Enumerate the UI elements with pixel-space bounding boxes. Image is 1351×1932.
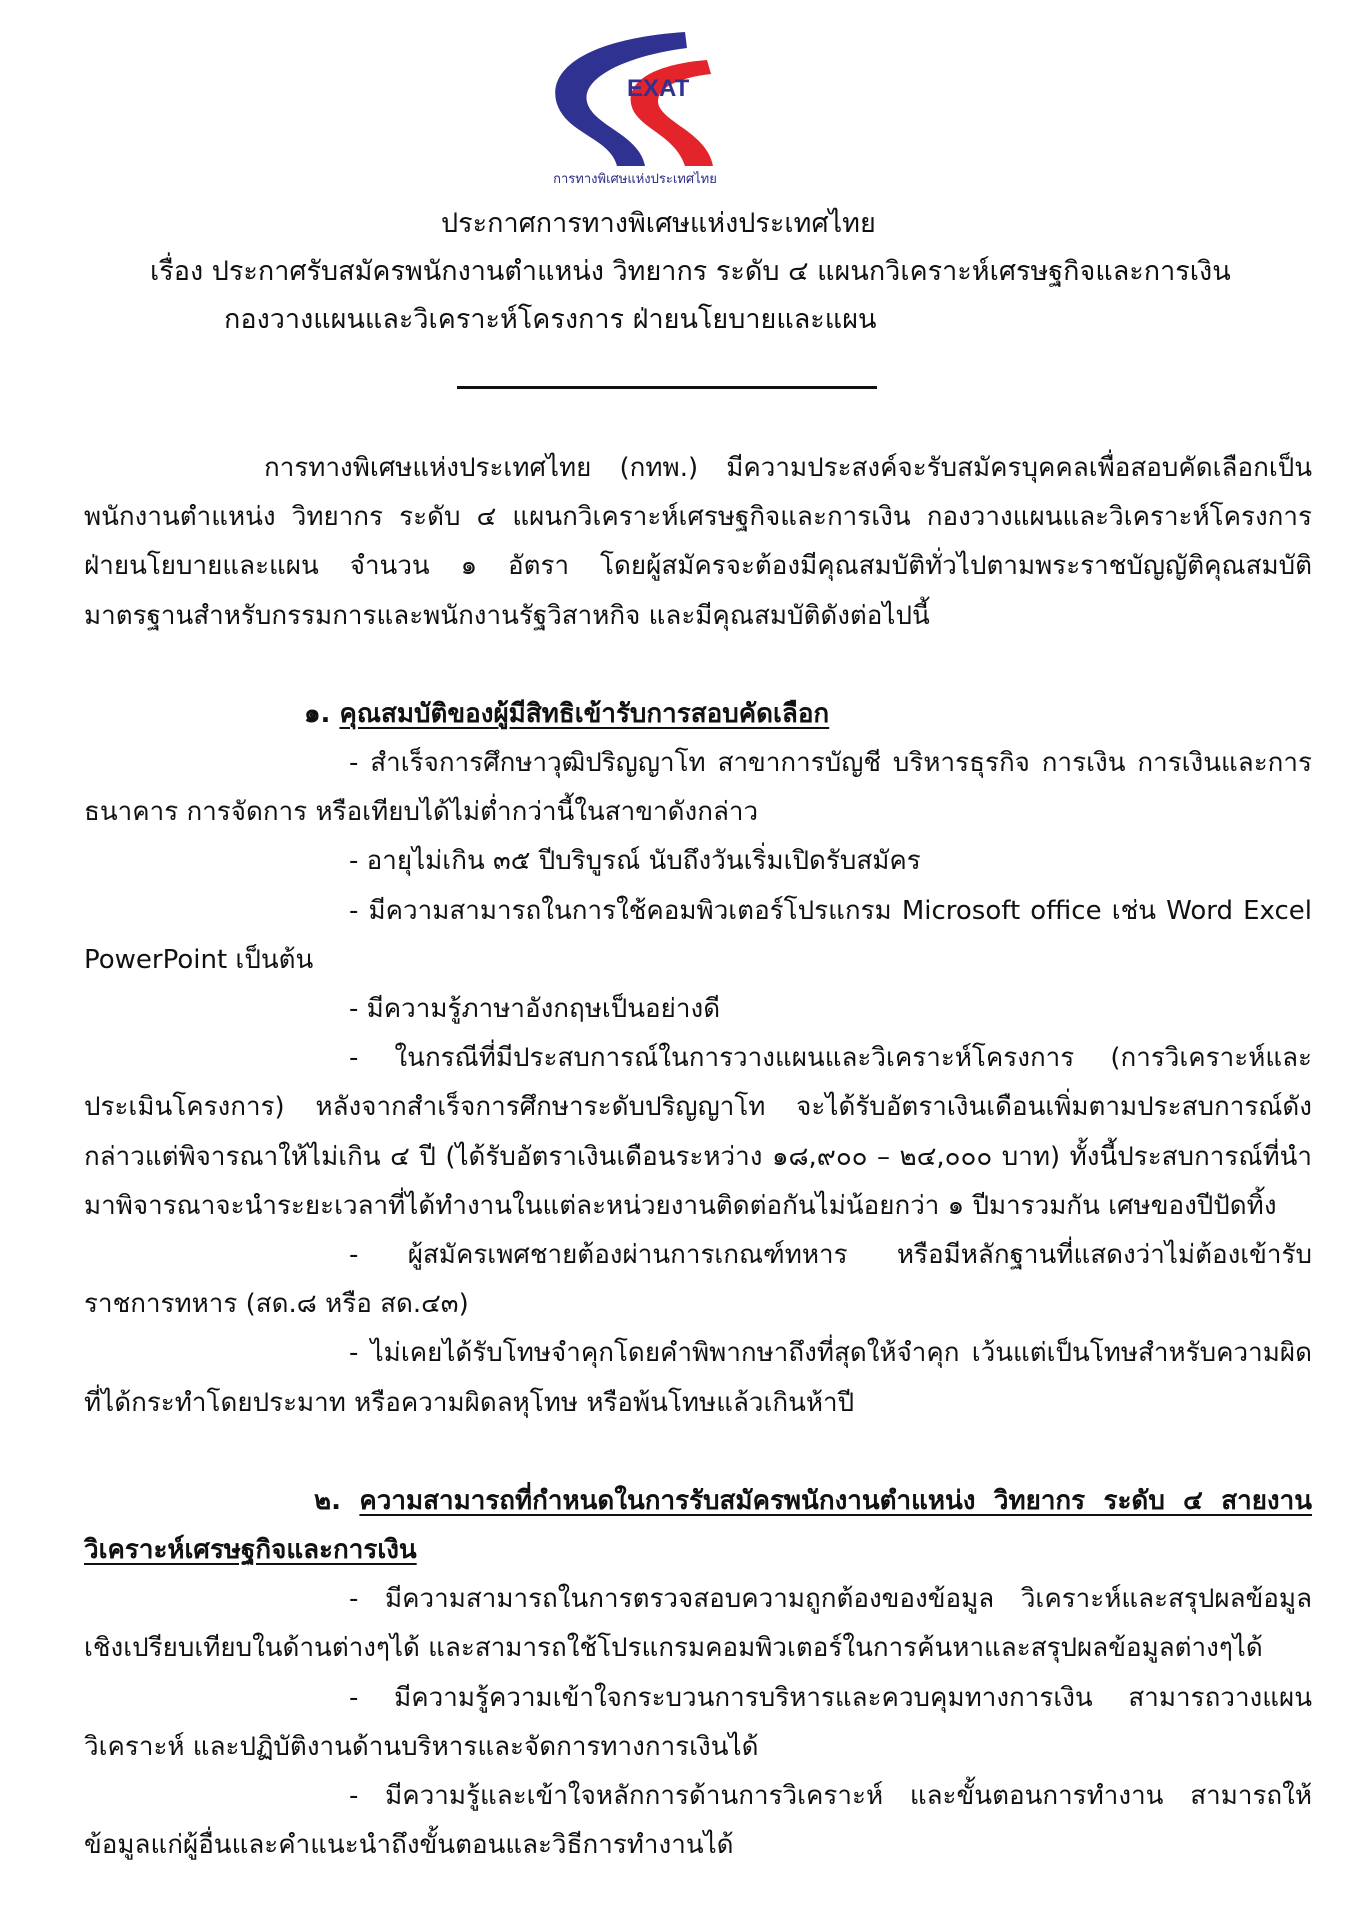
- section-1-item: - มีความรู้ภาษาอังกฤษเป็นอย่างดี: [349, 994, 721, 1025]
- section-2-number: ๒.: [314, 1485, 342, 1516]
- intro-paragraph: การทางพิเศษแห่งประเทศไทย (กทพ.) มีความประสงค์จะรับสมัครบุคคลเพื่อสอบคัดเลือกเป็นพนักงานตำแหน่ง วิทยากร ระดับ ๔ แผนกวิเคราะห์เศรษฐกิจและการเงิน กองวางแผนและวิเคราะห์โครงการ ฝ่ายนโยบายและแผน จำนวน ๑ อัตรา โดยผู้สมัครจะต้องมีคุณสมบัติทั่วไปตามพระราชบัญญัติคุณสมบัติมาตรฐานสำหรับกรรมการและพนักงานรัฐวิสาหกิจ และมีคุณสมบัติดังต่อไปนี้: [84, 453, 1312, 631]
- section-1-item: - ในกรณีที่มีประสบการณ์ในการวางแผนและวิเคราะห์โครงการ (การวิเคราะห์และประเมินโครงการ) หลังจากสำเร็จการศึกษาระดับปริญญาโท จะได้รับอัตราเงินเดือนเพิ่มตามประสบการณ์ดังกล่าวแต่พิจารณาให้ไม่เกิน ๔ ปี (ได้รับอัตราเงินเดือนระหว่าง ๑๘,๙๐๐ – ๒๔,๐๐๐ บาท) ทั้งนี้ประสบการณ์ที่นำมาพิจารณาจะนำระยะเวลาที่ได้ทำงานในแต่ละหน่วยงานติดต่อกันไม่น้อยกว่า ๑ ปีมารวมกัน เศษของปีปัดทิ้ง: [84, 1043, 1312, 1221]
- section-1-item: - ไม่เคยได้รับโทษจำคุกโดยคำพิพากษาถึงที่สุดให้จำคุก เว้นแต่เป็นโทษสำหรับความผิดที่ได้กระทำโดยประมาท หรือความผิดลหุโทษ หรือพ้นโทษแล้วเกินห้าปี: [84, 1338, 1312, 1418]
- section-2-title: ความสามารถที่กำหนดในการรับสมัครพนักงานตำแหน่ง วิทยากร ระดับ ๔ สายงานวิเคราะห์เศรษฐกิจและการเงิน: [84, 1485, 1312, 1566]
- section-2-item: - มีความรู้ความเข้าใจกระบวนการบริหารและควบคุมทางการเงิน สามารถวางแผนวิเคราะห์ และปฏิบัติงานด้านบริหารและจัดการทางการเงินได้: [84, 1682, 1312, 1762]
- announcement-title: ประกาศการทางพิเศษแห่งประเทศไทย: [441, 208, 876, 239]
- section-2-heading: [84, 1477, 1312, 1575]
- section-1-heading: [84, 690, 1312, 739]
- document-body: [84, 444, 1312, 1870]
- section-1-item: - สำเร็จการศึกษาวุฒิปริญญาโท สาขาการบัญชี บริหารธุรกิจ การเงิน การเงินและการธนาคาร การจัดการ หรือเทียบได้ไม่ต่ำกว่านี้ในสาขาดังกล่าว: [84, 748, 1312, 828]
- logo-wordmark: EXAT: [627, 75, 690, 102]
- section-1-title: คุณสมบัติของผู้มีสิทธิเข้ารับการสอบคัดเลือก: [339, 698, 830, 729]
- exat-logo: [535, 26, 735, 188]
- logo-caption: การทางพิเศษแห่งประเทศไทย: [553, 172, 717, 187]
- section-2-item: - มีความรู้และเข้าใจหลักการด้านการวิเคราะห์ และขั้นตอนการทำงาน สามารถให้ข้อมูลแก่ผู้อื่นและคำแนะนำถึงขั้นตอนและวิธีการทำงานได้: [84, 1781, 1312, 1861]
- section-2-item: - มีความสามารถในการตรวจสอบความถูกต้องของข้อมูล วิเคราะห์และสรุปผลข้อมูลเชิงเปรียบเทียบในด้านต่างๆได้ และสามารถใช้โปรแกรมคอมพิวเตอร์ในการค้นหาและสรุปผลข้อมูลต่างๆได้: [84, 1584, 1312, 1664]
- announcement-department: กองวางแผนและวิเคราะห์โครงการ ฝ่ายนโยบายและแผน: [224, 304, 877, 335]
- exat-road-logo-icon: [535, 26, 735, 188]
- section-1-item: - มีความสามารถในการใช้คอมพิวเตอร์โปรแกรม Microsoft office เช่น Word Excel PowerPoint เป็นต้น: [84, 895, 1312, 975]
- announcement-subject: เรื่อง ประกาศรับสมัครพนักงานตำแหน่ง วิทยากร ระดับ ๔ แผนกวิเคราะห์เศรษฐกิจและการเงิน: [150, 256, 1231, 287]
- section-1-number: ๑.: [304, 698, 331, 729]
- section-1-item: - อายุไม่เกิน ๓๕ ปีบริบูรณ์ นับถึงวันเริ่มเปิดรับสมัคร: [349, 846, 921, 877]
- section-1-item: - ผู้สมัครเพศชายต้องผ่านการเกณฑ์ทหาร หรือมีหลักฐานที่แสดงว่าไม่ต้องเข้ารับราชการทหาร (สด.๘ หรือ สด.๔๓): [84, 1240, 1312, 1320]
- header-divider: [457, 386, 877, 389]
